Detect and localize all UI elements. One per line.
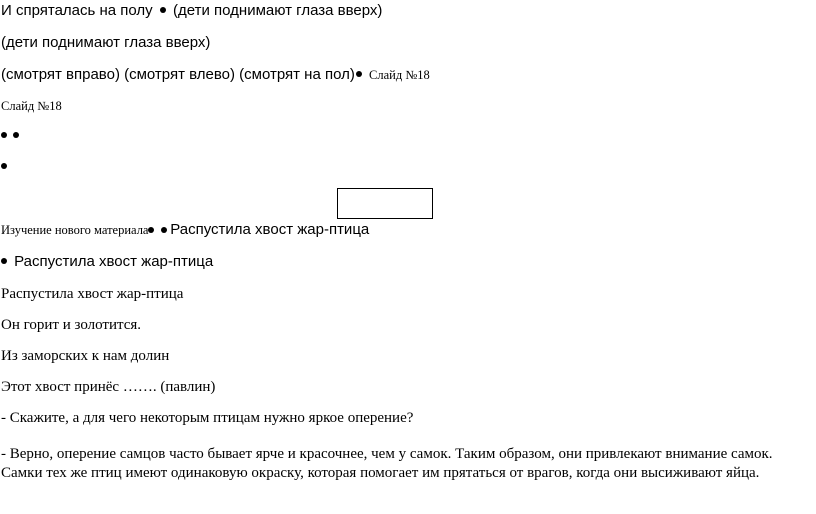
text-line-9 <box>1 285 183 303</box>
slide-label: Слайд №18 <box>369 68 430 82</box>
text-line-13 <box>1 409 413 427</box>
poem-line-2: Он горит и золотится. <box>1 317 142 333</box>
text-line-8 <box>1 253 213 271</box>
text-line-1 <box>1 2 382 20</box>
line-2-text: (дети поднимают глаза вверх) <box>1 34 211 51</box>
bullet-line-1 <box>1 126 22 144</box>
bullet-icon <box>161 227 167 233</box>
bullet-icon <box>1 132 7 138</box>
bullet-icon <box>160 7 166 13</box>
bullet-line-2 <box>1 157 10 175</box>
line-1-text: И спряталась на полу <box>1 2 153 19</box>
bullet-icon <box>1 163 7 169</box>
text-line-2 <box>1 34 210 52</box>
line-7-text: Распустила хвост жар-птица <box>170 221 370 238</box>
bullet-icon <box>1 258 7 264</box>
line-8-text: Распустила хвост жар-птица <box>14 253 214 270</box>
text-line-10 <box>1 316 141 334</box>
poem-line-4: Этот хвост принёс ……. (павлин) <box>1 379 216 395</box>
text-line-11 <box>1 347 169 365</box>
text-line-7 <box>1 221 369 239</box>
bullet-icon <box>148 227 154 233</box>
poem-line-1: Распустила хвост жар-птица <box>1 286 184 302</box>
section-label: Изучение нового материала <box>1 223 149 237</box>
text-line-4 <box>1 97 62 115</box>
poem-line-3: Из заморских к нам долин <box>1 348 170 364</box>
slide-label: Слайд №18 <box>1 99 62 113</box>
bullet-icon <box>13 132 19 138</box>
line-3-text: (смотрят вправо) (смотрят влево) (смотрят на пол) <box>1 66 355 83</box>
line-1-note: (дети поднимают глаза вверх) <box>173 2 383 19</box>
question-text: - Скажите, а для чего некоторым птицам нужно яркое оперение? <box>1 410 414 426</box>
empty-frame <box>337 188 433 219</box>
text-line-3 <box>1 66 430 84</box>
bullet-icon <box>356 71 362 77</box>
answer-paragraph <box>1 445 813 483</box>
answer-text: - Верно, оперение самцов часто бывает ярче и красочнее, чем у самок. Таким образом, они привлекают внимание самок. Самки тех же птиц имеют одинаковую окраску, которая помогает им прятаться от врагов, когда они высиживают яйца. <box>1 446 773 481</box>
text-line-12 <box>1 378 215 396</box>
